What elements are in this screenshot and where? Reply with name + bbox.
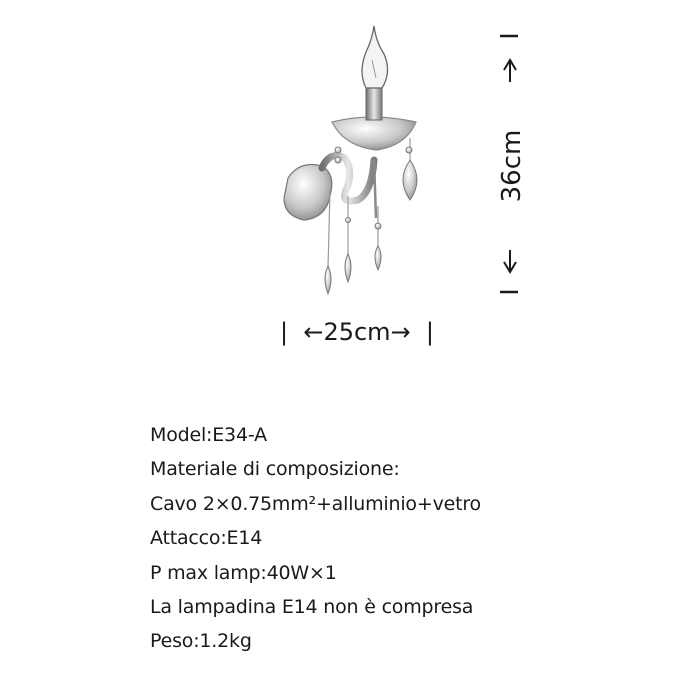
crystal-drop-icon <box>403 160 417 200</box>
spec-list <box>150 418 481 659</box>
material-line: Cavo 2×0.75mm²+alluminio+vetro <box>150 492 481 515</box>
candle-stem-icon <box>366 88 382 120</box>
weight-line: Peso:1.2kg <box>150 630 252 653</box>
material-heading: Materiale di composizione: <box>150 458 400 481</box>
crystal-drop-icon <box>325 266 331 294</box>
crystal-wall-sconce-icon <box>284 26 417 294</box>
model-line: Model:E34-A <box>150 424 267 446</box>
socket-line: Attacco:E14 <box>150 527 263 550</box>
width-label: | ←25cm→ | <box>279 318 435 346</box>
height-label: 36cm <box>497 129 527 203</box>
candle-bulb-icon <box>362 26 388 88</box>
bulb-note-line: La lampadina E14 non è compresa <box>150 595 474 618</box>
crystal-drop-icon <box>375 246 381 270</box>
max-power-line: P max lamp:40W×1 <box>150 561 337 584</box>
height-dimension <box>497 36 527 292</box>
glass-dish-icon <box>332 117 416 150</box>
crystal-drop-icon <box>345 254 351 282</box>
wall-plate-icon <box>284 165 332 221</box>
